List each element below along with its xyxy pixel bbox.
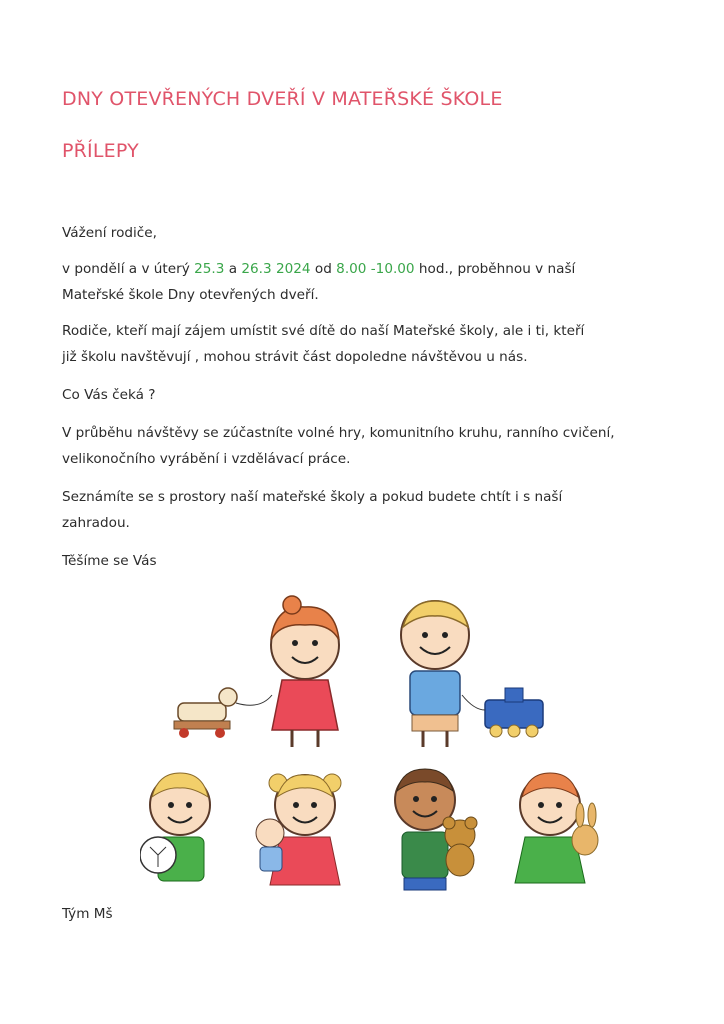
boy-figure <box>401 601 469 747</box>
girl-with-bunny-figure <box>515 773 598 883</box>
toy-horse-icon <box>174 688 272 738</box>
paragraph-parents-line2: již školu navštěvují , mohou strávit část dopoledne návštěvou u nás. <box>62 349 528 365</box>
girl-figure <box>271 596 339 747</box>
signature: Tým Mš <box>62 906 113 922</box>
date-2: 26.3 2024 <box>241 261 311 277</box>
toy-train-icon <box>462 688 543 737</box>
boy-with-teddy-figure <box>395 769 477 890</box>
page-title: DNY OTEVŘENÝCH DVEŘÍ V MATEŘSKÉ ŠKOLE <box>62 88 503 110</box>
paragraph-activities-line2: velikonočního vyrábění i vzdělávací práce. <box>62 451 351 467</box>
closing: Těšíme se Vás <box>62 553 157 569</box>
paragraph-dates-line2: Mateřské škole Dny otevřených dveří. <box>62 287 319 303</box>
paragraph-parents-line1: Rodiče, kteří mají zájem umístit své dítě do naší Mateřské školy, ale i ti, kteří <box>62 323 585 339</box>
boy-with-ball-figure <box>140 773 210 881</box>
date-1: 25.3 <box>194 261 225 277</box>
time-range: 8.00 -10.00 <box>336 261 415 277</box>
greeting: Vážení rodiče, <box>62 225 157 241</box>
text-segment: hod., proběhnou v naší <box>418 261 576 277</box>
page-subtitle: PŘÍLEPY <box>62 140 139 162</box>
girl-with-doll-figure <box>256 774 341 885</box>
children-playing-illustration <box>140 585 620 905</box>
text-segment: a <box>228 261 238 277</box>
text-segment: od <box>314 261 332 277</box>
paragraph-premises-line1: Seznámíte se s prostory naší mateřské školy a pokud budete chtít i s naší <box>62 489 563 505</box>
paragraph-premises-line2: zahradou. <box>62 515 130 531</box>
paragraph-activities-line1: V průběhu návštěvy se zúčastníte volné hry, komunitního kruhu, ranního cvičení, <box>62 425 615 441</box>
paragraph-dates <box>62 258 575 281</box>
question: Co Vás čeká ? <box>62 387 156 403</box>
text-segment: v pondělí a v úterý <box>62 261 190 277</box>
